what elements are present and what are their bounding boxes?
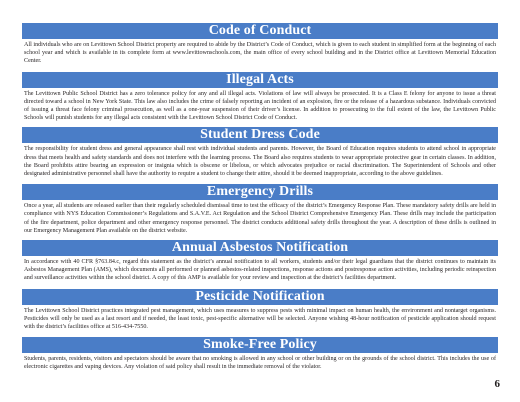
section-body: The Levittown School District practices integrated pest management, which uses measures to suppress pests with minimal impact on human health, the environment and nontarget organisms. Pesticides will only be used as a last resort and if needed, the least toxic, pest-specific alternative will be selected. Anyone wishing 48-hour notification of pesticide application should request with the district’s facilities office at 516-434-7550. <box>24 307 496 331</box>
section-smoke-free-policy <box>22 337 498 371</box>
section-heading: Emergency Drills <box>22 184 498 200</box>
section-student-dress-code <box>22 127 498 178</box>
section-heading: Pesticide Notification <box>22 289 498 305</box>
section-annual-asbestos-notification <box>22 240 498 283</box>
section-code-of-conduct <box>22 23 498 66</box>
section-heading: Annual Asbestos Notification <box>22 240 498 256</box>
section-heading: Code of Conduct <box>22 23 498 39</box>
document-page <box>22 23 498 377</box>
section-body: The Levittown Public School District has a zero tolerance policy for any and all illegal acts. Violations of law will always be prosecuted. It is a Class E felony for anyone to issue a threat directed toward a school in New York State. This law also includes the crime of falsely reporting an incident of an explosion, fire or the release of a hazardous substance. Individuals convicted of issuing a threat face felony criminal prosecution, as well as a one-year suspension of their driver’s license. In addition to prosecuting to the full extent of the law, the Levittown Public Schools will punish students for any illegal acts consistent with the Levittown School District Code of Conduct. <box>24 90 496 122</box>
section-illegal-acts <box>22 72 498 123</box>
section-emergency-drills <box>22 184 498 235</box>
section-heading: Smoke-Free Policy <box>22 337 498 353</box>
section-body: Students, parents, residents, visitors and spectators should be aware that no smoking is allowed in any school or other building or on the grounds of the school district. This includes the use of electronic cigarettes and vaping devices. Any violation of said policy shall result in the immediate removal of the violator. <box>24 356 496 371</box>
section-body: In accordance with 40 CFR §763.84.c, regard this statement as the district’s annual notification to all workers, students and/or their legal guardians that the district continues to maintain its Asbestos Management Plan (AMS), which documents all performed or planned asbestos-related inspections, response actions and postresponse action activities, including periodic reinspection and surveillance activities within the school district. A copy of this AMP is available for your review and inspection at the district’s facilities department. <box>24 259 496 282</box>
section-body: The responsibility for student dress and general appearance shall rest with individual students and parents. However, the Board of Education requires students to attend school in appropriate dress that meets health and safety standards and does not interfere with the learning process. The Board also requires students to wear appropriate protective gear in certain classes. In addition, the Board prohibits attire bearing an expression or insignia which is obscene or libelous, or which advocates prejudice or racial discrimination. The Superintendent of Schools and other designated administrative personnel shall have the authority to require a student to change their attire, should it be deemed inappropriate, according to the above guidelines. <box>24 146 496 178</box>
section-heading: Illegal Acts <box>22 72 498 88</box>
section-heading: Student Dress Code <box>22 127 498 143</box>
section-body: Once a year, all students are released earlier than their regularly scheduled dismissal time to test the efficacy of the district’s Emergency Response Plan. These mandatory safety drills are held in compliance with NYS Education Commissioner’s Regulations and S.A.V.E. Act Regulation and the School District Comprehensive Emergency Plan. These drills may include the participation of the fire department, police department and other emergency response personnel. The district conducts additional safety drills throughout the year. A description of these drills is outlined in our Emergency Management Plan available on the district website. <box>24 203 496 234</box>
section-body: All individuals who are on Levittown School District property are required to abide by the District’s Code of Conduct, which is given to each student in simplified form at the beginning of each school year and which is available in its complete form at www.levittownschools.com, the main office of every school building and in the District office at Levittown Memorial Education Center. <box>24 42 496 65</box>
section-pesticide-notification <box>22 289 498 332</box>
page-number: 6 <box>494 378 500 390</box>
